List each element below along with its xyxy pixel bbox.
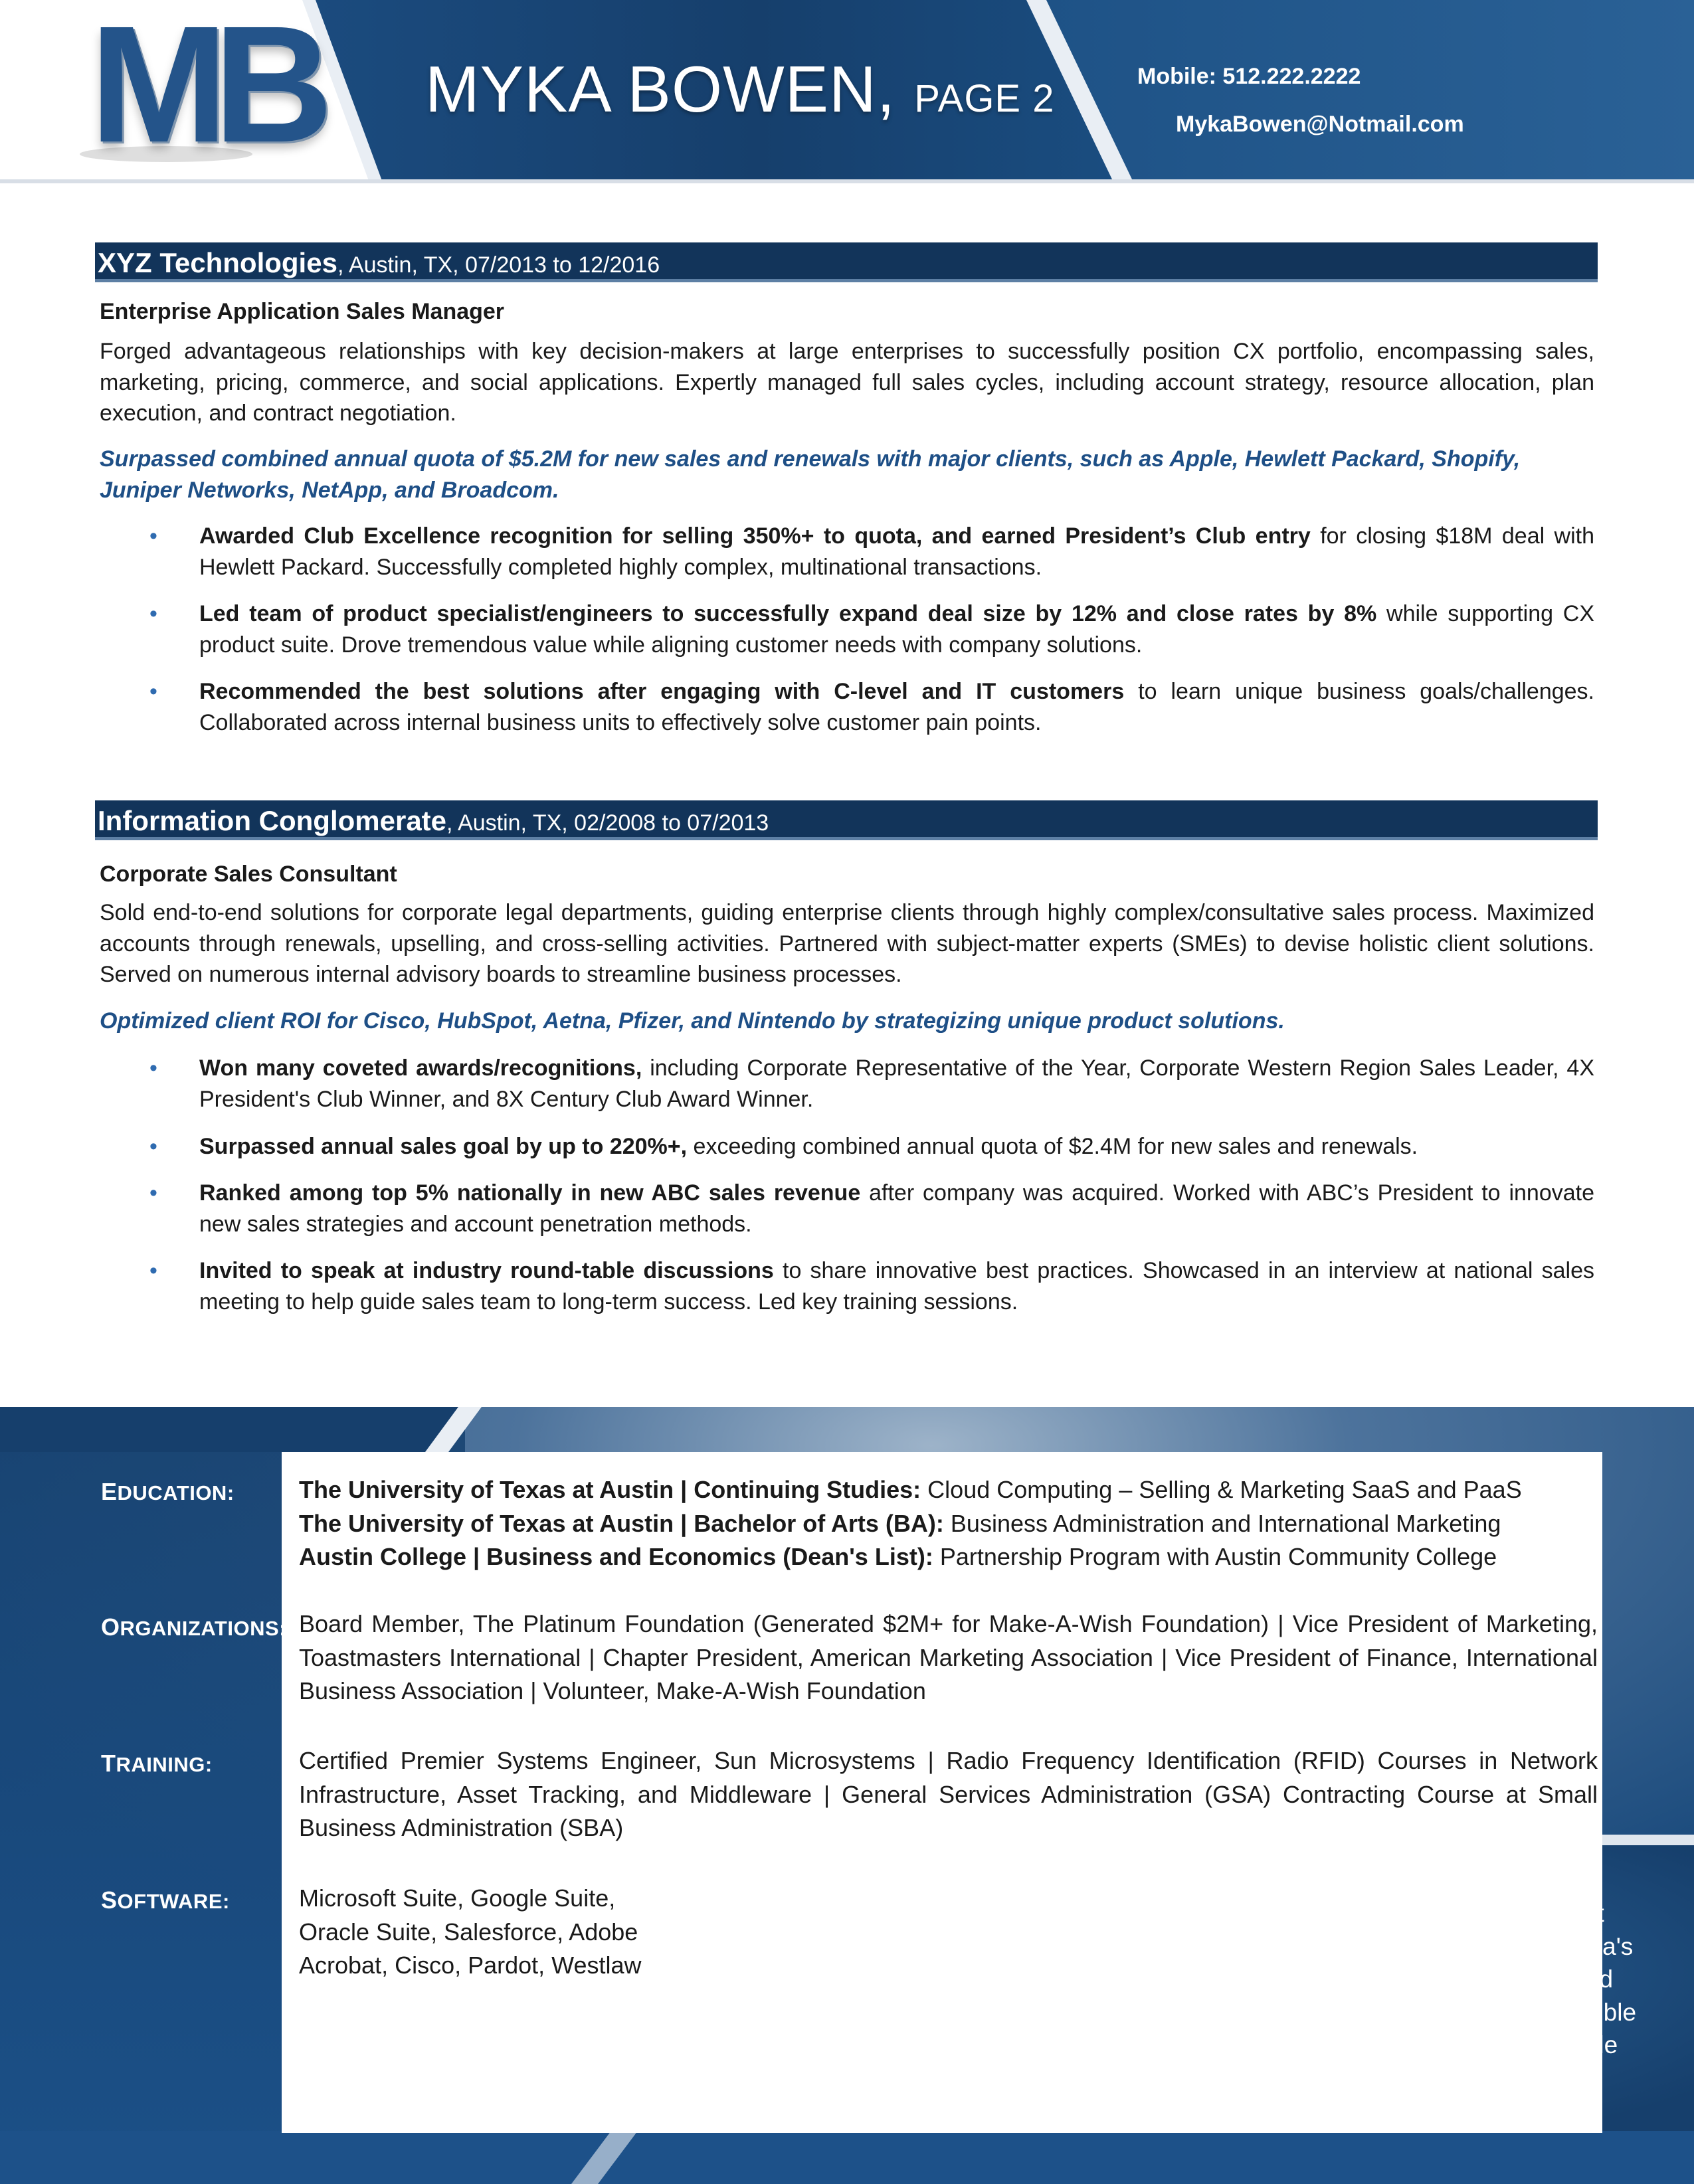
label-rest: RAINING:: [116, 1753, 213, 1776]
achievement-bullet: [149, 1131, 1594, 1162]
education-school: The University of Texas at Austin | Continuing Studies:: [299, 1476, 921, 1503]
software-list: [299, 1882, 698, 1983]
bullet-text: to learn unique business goals/challenges. Collaborated across internal business units to effectively solve customer pain points.: [199, 679, 1595, 735]
page-title: [425, 52, 1055, 127]
job-header-information-conglomerate: [95, 800, 1598, 840]
bullet-icon: •: [149, 1134, 157, 1159]
label-rest: DUCATION:: [117, 1481, 235, 1504]
bullet-text: while supporting CX product suite. Drove tremendous value while aligning customer needs with company solutions.: [199, 601, 1595, 658]
achievement-bullet: [149, 521, 1594, 583]
bullet-bold: Led team of product specialist/engineers to successfully expand deal size by 12% and close rates by 8%: [199, 601, 1377, 626]
job-header-xyz: [95, 242, 1598, 282]
training-label: [101, 1750, 213, 1777]
candidate-name: MYKA BOWEN: [425, 52, 877, 126]
job-highlight: Surpassed combined annual quota of $5.2M for new sales and renewals with major clients, such as Apple, Hewlett Packard, Shopify, Juniper Networks, NetApp, and Broadcom.: [100, 446, 1521, 503]
label-initial: T: [101, 1750, 116, 1777]
software-label: [101, 1886, 230, 1914]
bullet-icon: •: [149, 679, 157, 704]
logo: MB: [90, 0, 319, 177]
organizations-text: Board Member, The Platinum Foundation (Generated $2M+ for Make-A-Wish Foundation) | Vice President of Marketing, Toastmasters International | Chapter President, American Marketing Association | Vice President of Finance, International Business Association | Volunteer, Make-A-Wish Foundation: [299, 1610, 1598, 1704]
achievement-bullet: [149, 676, 1595, 738]
education-program: Cloud Computing – Selling & Marketing SaaS and PaaS: [921, 1476, 1522, 1503]
bullet-icon: •: [149, 601, 157, 626]
software-line: Oracle Suite, Salesforce, Adobe: [299, 1918, 638, 1946]
bullet-icon: •: [149, 523, 157, 549]
testimonial-quote: "Working with Myka has been an absolute game-changer. As our best performer, she built a remarkable $85M pipeline in less than a year. Myka's innovative approach to sales, combined with a knack for identifying and capitalizing million-dollar opportunities, has consistently delivered incredible results. Her ability to connect with C-suite clients and secure high-profile deals is deeply inspirational.”: [814, 1900, 1637, 2092]
job-title: Enterprise Application Sales Manager: [100, 299, 505, 324]
bullet-bold: Won many coveted awards/recognitions,: [199, 1055, 642, 1081]
label-rest: RGANIZATIONS:: [120, 1617, 286, 1640]
job-summary: Forged advantageous relationships with key decision-makers at large enterprises to successfully position CX portfolio, encompassing sales, marketing, pricing, commerce, and social applications. Expertly managed full sales cycles, including account strategy, resource allocation, plan execution, and contract negotiation.: [100, 339, 1594, 426]
training-text: Certified Premier Systems Engineer, Sun Microsystems | Radio Frequency Identification (RFID) Courses in Network Infrastructure, Asset Tracking, and Middleware | General Services Administration (GSA) Contracting Course at Small Business Administration (SBA): [299, 1747, 1598, 1841]
achievement-bullet: [149, 1053, 1594, 1115]
company-name: Information Conglomerate: [98, 805, 447, 836]
title-separator: ,: [876, 52, 896, 126]
achievement-bullet: [149, 1255, 1594, 1317]
education-program: Partnership Program with Austin Community College: [933, 1543, 1497, 1570]
label-initial: S: [101, 1886, 118, 1914]
bullet-bold: Ranked among top 5% nationally in new ABC sales revenue: [199, 1180, 861, 1206]
bullet-bold: Surpassed annual sales goal by up to 220%+,: [199, 1134, 688, 1159]
education-label: [101, 1478, 235, 1506]
achievement-bullet: [149, 598, 1595, 660]
education-item: [299, 1540, 1598, 1574]
education-item: [299, 1473, 1598, 1507]
job-title: Corporate Sales Consultant: [100, 862, 397, 887]
software-line: Acrobat, Cisco, Pardot, Westlaw: [299, 1952, 642, 1979]
bullet-icon: •: [149, 1180, 157, 1206]
education-school: Austin College | Business and Economics (Dean's List):: [299, 1543, 933, 1570]
bullet-text: to share innovative best practices. Showcased in an interview at national sales meeting to help guide sales team to long-term success. Led key training sessions.: [199, 1258, 1594, 1315]
company-name: XYZ Technologies: [98, 247, 337, 278]
bullet-text: after company was acquired. Worked with ABC’s President to innovate new sales strategies and account penetration methods.: [199, 1180, 1594, 1237]
label-initial: O: [101, 1613, 120, 1641]
education-list: [299, 1473, 1598, 1574]
label-rest: OFTWARE:: [117, 1890, 230, 1913]
bullet-text: for closing $18M deal with Hewlett Packard. Successfully completed highly complex, multinational transactions.: [199, 523, 1594, 580]
bullet-bold: Invited to speak at industry round-table discussions: [199, 1258, 774, 1283]
bullet-bold: Recommended the best solutions after engaging with C-level and IT customers: [199, 679, 1125, 704]
education-program: Business Administration and International Marketing: [943, 1509, 1501, 1537]
contact-email[interactable]: MykaBowen@Notmail.com: [1176, 112, 1464, 137]
software-line: Microsoft Suite, Google Suite,: [299, 1884, 616, 1912]
job-details: , Austin, TX, 02/2008 to 07/2013: [446, 810, 769, 836]
job-details: , Austin, TX, 07/2013 to 12/2016: [337, 252, 660, 278]
education-school: The University of Texas at Austin | Bachelor of Arts (BA):: [299, 1509, 944, 1537]
bullet-text: exceeding combined annual quota of $2.4M for new sales and renewals.: [687, 1134, 1418, 1159]
label-initial: E: [101, 1478, 118, 1505]
education-item: [299, 1507, 1598, 1541]
organizations-label: [101, 1613, 286, 1641]
bullet-bold: Awarded Club Excellence recognition for selling 350%+ to quota, and earned President’s Club entry: [199, 523, 1311, 549]
contact-mobile: Mobile: 512.222.2222: [1137, 64, 1361, 89]
achievement-bullet: [149, 1178, 1594, 1239]
page-number: PAGE 2: [914, 77, 1055, 120]
bullet-text: including Corporate Representative of the Year, Corporate Western Region Sales Leader, 4X President's Club Winner, and 8X Century Club Award Winner.: [199, 1055, 1594, 1112]
bullet-icon: •: [149, 1258, 157, 1283]
job-summary: Sold end-to-end solutions for corporate legal departments, guiding enterprise clients through highly complex/consultative sales process. Maximized accounts through renewals, upselling, and cross-selling activities. Partnered with subject-matter experts (SMEs) to devise holistic client solutions. Served on numerous internal advisory boards to streamline business processes.: [100, 900, 1594, 987]
testimonial-author: – Sam Hopkins, CEO, ABC Company: [1015, 2091, 1436, 2119]
bullet-icon: •: [149, 1055, 157, 1081]
job-highlight: Optimized client ROI for Cisco, HubSpot, Aetna, Pfizer, and Nintendo by strategizing unique product solutions.: [100, 1008, 1285, 1034]
